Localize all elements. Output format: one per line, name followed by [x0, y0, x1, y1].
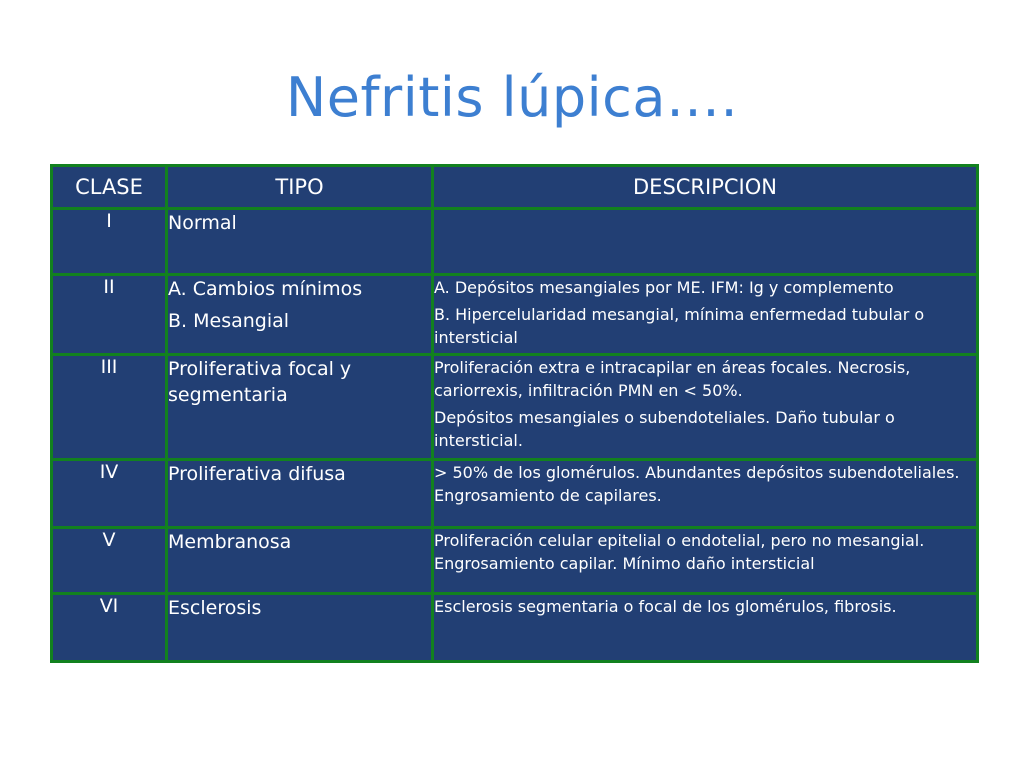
table-row: [52, 209, 978, 275]
cell-tipo: [167, 594, 433, 662]
tipo-line: Membranosa: [168, 531, 292, 553]
descripcion-paragraph: Proliferación extra e intracapilar en áreas focales. Necrosis, cariorrexis, infiltración PMN en < 50%.: [434, 358, 911, 400]
cell-descripcion: [433, 528, 978, 594]
descripcion-paragraph: B. Hipercelularidad mesangial, mínima enfermedad tubular o intersticial: [434, 305, 925, 347]
cell-descripcion: [433, 460, 978, 528]
lupus-nephritis-table: [50, 164, 979, 663]
cell-tipo: [167, 460, 433, 528]
cell-descripcion: [433, 355, 978, 460]
table-row: [52, 460, 978, 528]
tipo-line: B. Mesangial: [168, 310, 290, 332]
tipo-line: A. Cambios mínimos: [168, 278, 363, 300]
cell-tipo: [167, 209, 433, 275]
cell-descripcion: [433, 594, 978, 662]
cell-clase: IV: [52, 460, 167, 528]
cell-clase: V: [52, 528, 167, 594]
descripcion-paragraph: Depósitos mesangiales o subendoteliales. Daño tubular o intersticial.: [434, 408, 895, 450]
cell-clase: VI: [52, 594, 167, 662]
tipo-line: Proliferativa focal y segmentaria: [168, 358, 352, 406]
tipo-line: Esclerosis: [168, 597, 262, 619]
table-row: [52, 355, 978, 460]
cell-clase: III: [52, 355, 167, 460]
table-header-row: [52, 166, 978, 209]
tipo-line: Normal: [168, 212, 237, 234]
cell-descripcion: [433, 209, 978, 275]
page-title: Nefritis lúpica….: [285, 66, 739, 129]
header-descripcion: DESCRIPCION: [433, 166, 978, 209]
header-tipo: TIPO: [167, 166, 433, 209]
table-row: [52, 275, 978, 355]
table-row: [52, 528, 978, 594]
cell-clase: I: [52, 209, 167, 275]
descripcion-paragraph: > 50% de los glomérulos. Abundantes depósitos subendoteliales. Engrosamiento de capilares.: [434, 463, 960, 505]
tipo-line: Proliferativa difusa: [168, 463, 346, 485]
cell-tipo: [167, 275, 433, 355]
header-clase: CLASE: [52, 166, 167, 209]
descripcion-paragraph: Proliferación celular epitelial o endotelial, pero no mesangial. Engrosamiento capilar. Mínimo daño intersticial: [434, 531, 925, 573]
descripcion-paragraph: Esclerosis segmentaria o focal de los glomérulos, fibrosis.: [434, 597, 897, 616]
cell-descripcion: [433, 275, 978, 355]
cell-tipo: [167, 528, 433, 594]
descripcion-paragraph: A. Depósitos mesangiales por ME. IFM: Ig y complemento: [434, 278, 894, 297]
cell-clase: II: [52, 275, 167, 355]
table-row: [52, 594, 978, 662]
cell-tipo: [167, 355, 433, 460]
